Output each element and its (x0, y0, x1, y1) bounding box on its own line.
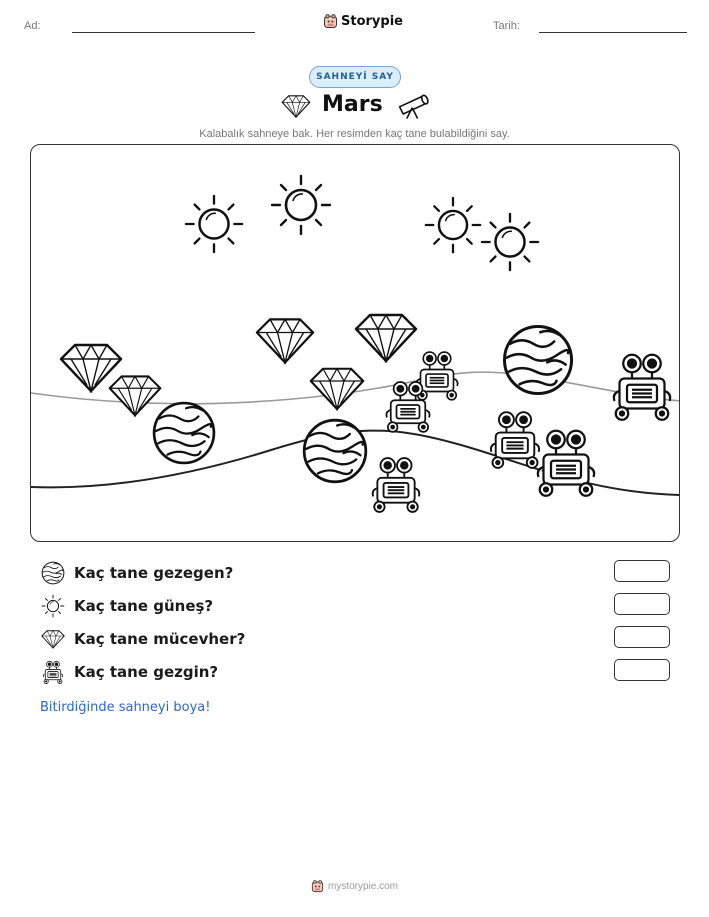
footer (0, 880, 709, 893)
sun-icon (40, 593, 66, 619)
question-row-planets (40, 560, 670, 586)
page-title: Mars (322, 92, 383, 117)
gem-icon (356, 315, 416, 361)
question-text: Kaç tane güneş? (74, 597, 214, 615)
sun-icon (426, 198, 480, 252)
sun-icon (272, 176, 330, 234)
gem-icon (110, 376, 161, 415)
sun-icon (186, 196, 242, 252)
answer-box-rovers[interactable] (614, 659, 670, 681)
brand-name: Storypie (341, 14, 403, 29)
question-text: Kaç tane mücevher? (74, 630, 246, 648)
planet-icon (154, 403, 214, 463)
name-line[interactable] (72, 32, 255, 33)
gem-icon (311, 369, 364, 409)
counting-scene (30, 144, 680, 542)
instructions-subtitle: Kalabalık sahneye bak. Her resimden kaç tane bulabildiğini say. (199, 128, 510, 140)
planet-icon (304, 420, 366, 482)
storypie-mascot-icon (311, 880, 324, 893)
answer-box-planets[interactable] (614, 560, 670, 582)
brand-logo (323, 14, 403, 29)
date-label: Tarih: (493, 20, 520, 32)
sun-icon (482, 214, 538, 270)
planet-icon (40, 560, 66, 586)
planet-icon (504, 326, 571, 393)
date-line[interactable] (539, 32, 687, 33)
question-text: Kaç tane gezegen? (74, 564, 234, 582)
telescope-icon (396, 90, 432, 120)
name-label: Ad: (24, 20, 41, 32)
answer-box-suns[interactable] (614, 593, 670, 615)
worksheet-type-badge: SAHNEYİ SAY (309, 66, 401, 88)
rover-icon (40, 659, 66, 685)
answer-box-gems[interactable] (614, 626, 670, 648)
rover-icon (386, 382, 429, 432)
rover-icon (491, 412, 539, 468)
gem-icon (257, 319, 313, 362)
question-text: Kaç tane gezgin? (74, 663, 219, 681)
scene-illustration (31, 145, 680, 542)
rover-icon (373, 458, 420, 512)
rover-icon (538, 431, 594, 496)
storypie-mascot-icon (323, 14, 338, 29)
footer-url[interactable]: mystorypie.com (327, 881, 398, 892)
gem-icon (61, 345, 121, 391)
question-row-gems (40, 626, 670, 652)
question-row-suns (40, 593, 670, 619)
gem-icon (40, 626, 66, 652)
coloring-instruction: Bitirdiğinde sahneyi boya! (40, 700, 211, 715)
rover-icon (614, 355, 670, 420)
rover-icon (416, 352, 457, 400)
question-row-rovers (40, 659, 670, 685)
gem-icon (281, 94, 311, 118)
